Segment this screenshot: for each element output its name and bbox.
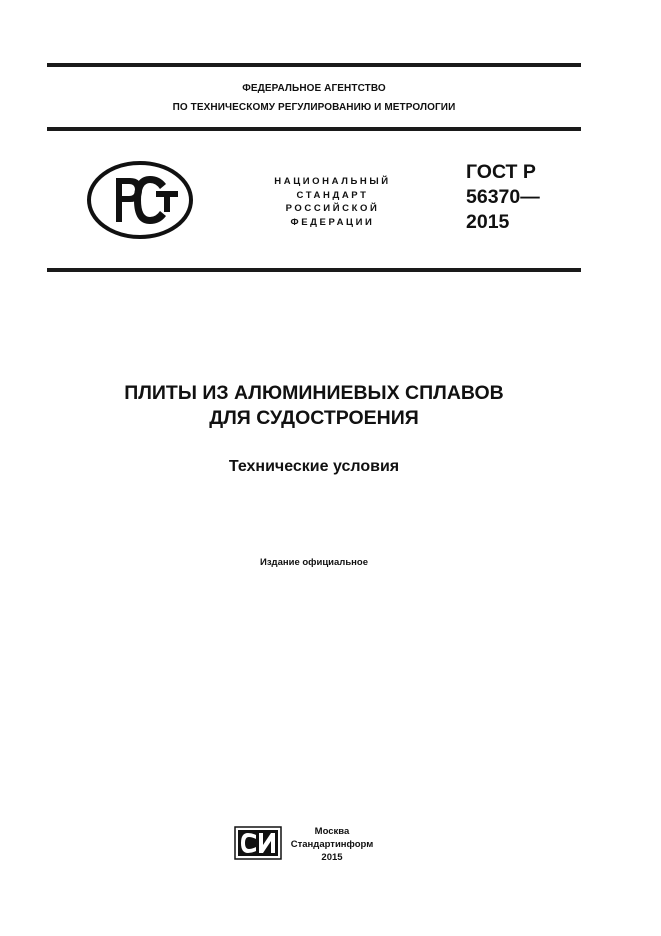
document-title <box>47 381 581 430</box>
national-standard-label <box>245 175 420 229</box>
publisher-name: Стандартинформ <box>290 839 374 850</box>
gost-line-2: 56370— <box>466 186 540 208</box>
publisher-city: Москва <box>314 826 350 837</box>
publisher-year: 2015 <box>321 852 343 863</box>
national-line-4: ФЕДЕРАЦИИ <box>290 216 375 228</box>
document-subtitle: Технические условия <box>228 458 400 475</box>
title-line-2: ДЛЯ СУДОСТРОЕНИЯ <box>209 406 419 429</box>
national-line-3: РОССИЙСКОЙ <box>285 203 380 214</box>
national-line-1: НАЦИОНАЛЬНЫЙ <box>274 176 391 187</box>
bottom-rule <box>47 268 581 272</box>
agency-name-line2: ПО ТЕХНИЧЕСКОМУ РЕГУЛИРОВАНИЮ И МЕТРОЛОГИИ <box>172 102 456 113</box>
rst-logo <box>86 160 194 240</box>
publisher-info <box>282 825 382 864</box>
national-line-2: СТАНДАРТ <box>296 189 369 201</box>
agency-name-line1: ФЕДЕРАЛЬНОЕ АГЕНТСТВО <box>242 83 386 94</box>
gost-line-1: ГОСТ Р <box>466 161 536 183</box>
middle-rule <box>47 127 581 131</box>
gost-designation <box>466 160 540 235</box>
gost-line-3: 2015 <box>466 211 510 233</box>
title-line-1: ПЛИТЫ ИЗ АЛЮМИНИЕВЫХ СПЛАВОВ <box>124 382 504 404</box>
standartinform-logo <box>234 826 282 860</box>
top-rule <box>47 63 581 67</box>
edition-label: Издание официальное <box>260 557 368 568</box>
